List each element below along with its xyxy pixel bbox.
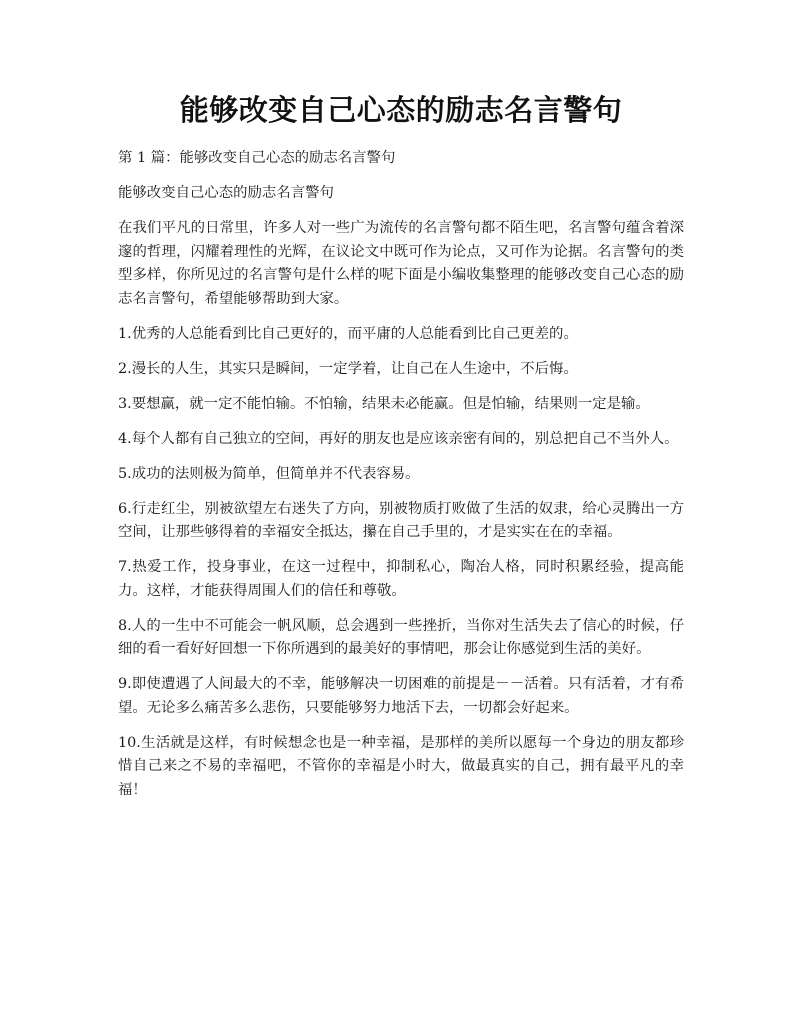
quote-6: 6.行走红尘，别被欲望左右迷失了方向，别被物质打败做了生活的奴隶，给心灵腾出一方空间，让那些够得着的幸福安全抵达，攥在自己手里的，才是实实在在的幸福。 <box>118 500 684 540</box>
quote-8: 8.人的一生中不可能会一帆风顺，总会遇到一些挫折，当你对生活失去了信心的时候，仔细的看一看好好回想一下你所遇到的最美好的事情吧，那会让你感觉到生活的美好。 <box>118 617 684 657</box>
subtitle: 能够改变自己心态的励志名言警句 <box>118 185 334 201</box>
quote-10: 10.生活就是这样，有时候想念也是一种幸福，是那样的美所以愿每一个身边的朋友都珍惜自己来之不易的幸福吧，不管你的幸福是小时大，做最真实的自己，拥有最平凡的幸福！ <box>118 734 684 798</box>
quote-5: 5.成功的法则极为简单，但简单并不代表容易。 <box>118 465 420 482</box>
quote-2: 2.漫长的人生，其实只是瞬间，一定学着，让自己在人生途中，不后悔。 <box>118 360 578 377</box>
quote-9: 9.即使遭遇了人间最大的不幸，能够解决一切困难的前提是－－活着。只有活着，才有希望。无论多么痛苦多么悲伤，只要能够努力地活下去，一切都会好起来。 <box>118 676 684 716</box>
document-page <box>118 88 684 814</box>
quote-3: 3.要想赢，就一定不能怕输。不怕输，结果未必能赢。但是怕输，结果则一定是输。 <box>118 395 650 412</box>
page-title: 能够改变自己心态的励志名言警句 <box>179 93 623 127</box>
quote-4: 4.每个人都有自己独立的空间，再好的朋友也是应该亲密有间的，别总把自己不当外人。 <box>118 430 679 447</box>
quote-7: 7.热爱工作，投身事业，在这一过程中，抑制私心，陶冶人格，同时积累经验，提高能力。这样，才能获得周围人们的信任和尊敬。 <box>118 559 684 599</box>
intro-paragraph: 在我们平凡的日常里，许多人对一些广为流传的名言警句都不陌生吧，名言警句蕴含着深邃的哲理，闪耀着理性的光辉，在议论文中既可作为论点，又可作为论据。名言警句的类型多样，你所见过的名言警句是什么样的呢下面是小编收集整理的能够改变自己心态的励志名言警句，希望能够帮助到大家。 <box>118 220 684 307</box>
chapter-heading: 第 1 篇：能够改变自己心态的励志名言警句 <box>118 150 396 166</box>
quote-1: 1.优秀的人总能看到比自己更好的，而平庸的人总能看到比自己更差的。 <box>118 325 578 342</box>
